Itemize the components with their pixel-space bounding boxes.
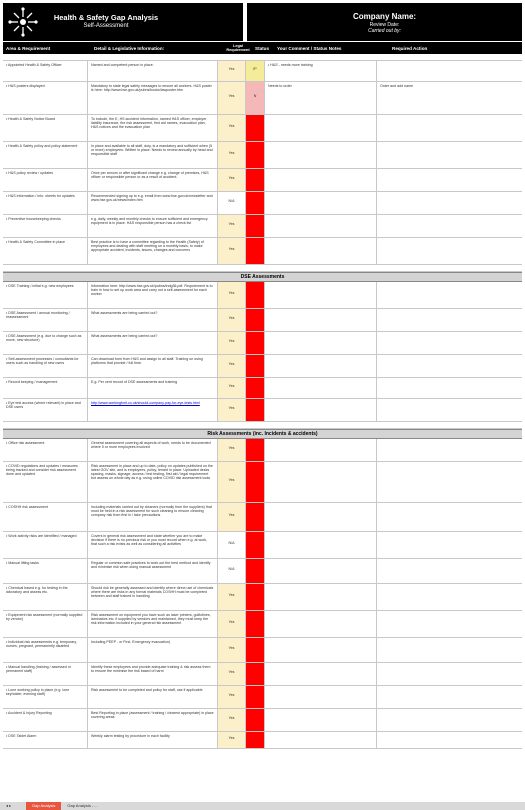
comment-cell[interactable] <box>265 378 377 398</box>
status-cell[interactable] <box>246 503 265 531</box>
legal-cell[interactable]: Yes <box>218 611 246 637</box>
comment-cell[interactable] <box>265 282 377 308</box>
action-cell[interactable] <box>377 732 522 748</box>
status-cell[interactable]: IP <box>246 61 265 81</box>
table-row <box>3 215 522 238</box>
carried-out-label: Carried out by: <box>368 28 401 34</box>
detail-cell: E.g. Per cent record of DSE assessments and training <box>88 378 218 398</box>
status-cell[interactable] <box>246 115 265 141</box>
legal-cell[interactable]: Yes <box>218 663 246 685</box>
area-cell: • DSE Tablet Alarm <box>3 732 88 748</box>
comment-cell[interactable] <box>265 399 377 421</box>
table-row <box>3 309 522 332</box>
action-cell[interactable] <box>377 663 522 685</box>
table-row <box>3 462 522 503</box>
comment-cell[interactable] <box>265 238 377 264</box>
detail-cell <box>88 399 218 421</box>
status-cell[interactable] <box>246 439 265 461</box>
area-cell: • Preventive housekeeping checks <box>3 215 88 237</box>
comment-cell[interactable] <box>265 709 377 731</box>
status-cell[interactable] <box>246 559 265 583</box>
table-row <box>3 192 522 215</box>
status-cell[interactable] <box>246 169 265 191</box>
action-cell[interactable] <box>377 399 522 421</box>
review-date-label: Review Date: <box>369 22 400 28</box>
area-cell: • Accident & Injury Reporting <box>3 709 88 731</box>
detail-cell: Covers in general risk assessment and state whether you are to make decision if there is no previous risk or you must record when e.g. at work, that such a risk exists as well as considering all activities <box>88 532 218 558</box>
comment-cell[interactable] <box>265 169 377 191</box>
detail-cell: General assessment covering all aspects of work, needs to be documented where 5 or more employees involved <box>88 439 218 461</box>
table-row <box>3 559 522 584</box>
legal-cell[interactable]: N/A <box>218 192 246 214</box>
comment-cell[interactable] <box>265 309 377 331</box>
detail-cell: Regular or common safe practices to work out the best method and identify and minimise risk when doing manual assessment <box>88 559 218 583</box>
action-cell[interactable] <box>377 584 522 610</box>
detail-cell: Once per annum or after significant change e.g. change of premises, H&S officer or responsible person or as a result of accident. <box>88 169 218 191</box>
status-cell[interactable] <box>246 309 265 331</box>
action-cell[interactable] <box>377 559 522 583</box>
action-cell[interactable] <box>377 503 522 531</box>
comment-cell[interactable] <box>265 584 377 610</box>
table-row <box>3 686 522 709</box>
action-cell[interactable] <box>377 115 522 141</box>
area-cell: • H&S posters displayed <box>3 82 88 114</box>
table-row <box>3 584 522 611</box>
table-body <box>3 54 522 749</box>
status-cell[interactable] <box>246 532 265 558</box>
area-cell: • Manual handling (training / assessed or permanent staff) <box>3 663 88 685</box>
comment-cell[interactable]: • H&S - needs more training <box>265 61 377 81</box>
detail-cell: To include, the E, HS accident information, named H&S officer, employer liability insurance, fire risk assessment, first aid names, evacuation plan, H&S notices and the evacuation plan <box>88 115 218 141</box>
area-cell: • H&S policy review / updates <box>3 169 88 191</box>
action-cell[interactable] <box>377 332 522 354</box>
status-cell[interactable] <box>246 215 265 237</box>
col-status: Status <box>255 45 270 51</box>
column-headers <box>3 42 522 54</box>
detail-cell: Best practice is to have a committee regarding to the Health (Safety) of employees and dealing with staff meeting on a monthly basis, to make appropriate accident, incidents, issues, changes and concerns <box>88 238 218 264</box>
detail-cell: In place and available to all staff, duty, is a mandatory and sufficient when (5 or more) employees. Written in place. Needs to review annually by head and responsible staff <box>88 142 218 168</box>
action-cell[interactable] <box>377 611 522 637</box>
section-header: DSE Assessments <box>3 272 522 282</box>
comment-cell[interactable] <box>265 503 377 531</box>
comment-cell[interactable] <box>265 686 377 708</box>
status-cell[interactable] <box>246 238 265 264</box>
action-cell[interactable] <box>377 638 522 662</box>
table-row <box>3 169 522 192</box>
company-info <box>247 3 522 41</box>
status-cell[interactable] <box>246 378 265 398</box>
spacer-row <box>3 54 522 61</box>
status-cell[interactable] <box>246 282 265 308</box>
area-cell: • Lone working policy in place (e.g. lone keyholder, evening staff) <box>3 686 88 708</box>
comment-cell[interactable] <box>265 142 377 168</box>
table-row <box>3 732 522 749</box>
status-cell[interactable] <box>246 584 265 610</box>
action-cell[interactable] <box>377 532 522 558</box>
action-cell[interactable] <box>377 169 522 191</box>
detail-cell: What assessments are being carried out? <box>88 332 218 354</box>
area-cell: • Appointed Health & Safety Officer <box>3 61 88 81</box>
action-cell[interactable] <box>377 238 522 264</box>
action-cell[interactable] <box>377 61 522 81</box>
tab-gap-analysis-2[interactable]: Gap Analysis - ... <box>67 803 98 808</box>
area-cell: • COVID regulations and updates / measures being tracked and consider risk assessment done and updated <box>3 462 88 502</box>
action-cell[interactable] <box>377 142 522 168</box>
detail-cell: Identify these employees and provide adequate training & risk assess them to ensure the minimise the risk based of harm <box>88 663 218 685</box>
comment-cell[interactable] <box>265 532 377 558</box>
legal-cell[interactable]: Yes <box>218 355 246 377</box>
table-row <box>3 282 522 309</box>
table-row <box>3 663 522 686</box>
action-cell[interactable] <box>377 686 522 708</box>
legal-cell[interactable]: Yes <box>218 332 246 354</box>
comment-cell[interactable] <box>265 732 377 748</box>
comment-cell[interactable] <box>265 332 377 354</box>
action-cell[interactable] <box>377 378 522 398</box>
legal-cell[interactable]: Yes <box>218 378 246 398</box>
legal-cell[interactable]: Yes <box>218 142 246 168</box>
header <box>3 3 522 41</box>
spacer-row <box>3 265 522 272</box>
legal-cell[interactable]: Yes <box>218 686 246 708</box>
comment-cell[interactable]: Needs to order <box>265 82 377 114</box>
status-cell[interactable] <box>246 462 265 502</box>
area-cell: • Health & Safety Committee in place <box>3 238 88 264</box>
comment-cell[interactable] <box>265 215 377 237</box>
table-row <box>3 709 522 732</box>
area-cell: • Eye test access (where relevant) in place and DSE users <box>3 399 88 421</box>
legal-cell[interactable]: Yes <box>218 61 246 81</box>
status-cell[interactable] <box>246 663 265 685</box>
legal-cell[interactable]: Yes <box>218 503 246 531</box>
action-cell[interactable]: Order and add name <box>380 84 414 88</box>
detail-cell: Should risk be generally assessed and identify where direct use of chemicals where there are risks in any formal materials COSHH must be completed between and staff trained in handling <box>88 584 218 610</box>
table-row <box>3 238 522 265</box>
col-legal: Legal Requirement <box>226 44 250 52</box>
legal-cell[interactable]: Yes <box>218 82 246 114</box>
legal-cell[interactable]: Yes <box>218 709 246 731</box>
area-cell: • Self-assessment processes / consultants for users such as handling of new users <box>3 355 88 377</box>
detail-cell: Information here: http://www.hse.gov.uk/pubns/indg36.pdf. Requirement is to train in how to set up work area and carry out a self-assessment for each worker <box>88 282 218 308</box>
col-action: Required Action <box>392 45 428 51</box>
col-detail: Detail & Legislative Information: <box>94 45 165 51</box>
status-cell[interactable]: N <box>246 82 265 114</box>
action-cell[interactable] <box>377 309 522 331</box>
status-cell[interactable] <box>246 399 265 421</box>
action-cell[interactable] <box>377 215 522 237</box>
legal-cell[interactable]: Yes <box>218 115 246 141</box>
status-cell[interactable] <box>246 611 265 637</box>
status-cell[interactable] <box>246 638 265 662</box>
area-cell: • Office risk assessment <box>3 439 88 461</box>
comment-cell[interactable] <box>265 115 377 141</box>
table-row <box>3 503 522 532</box>
detail-cell: Weekly alarm testing by procedure in each facility <box>88 732 218 748</box>
status-cell[interactable] <box>246 192 265 214</box>
status-cell[interactable] <box>246 686 265 708</box>
legal-cell[interactable]: Yes <box>218 282 246 308</box>
detail-cell: Can download form from H&S and assign to all staff. Training on using platforms that provide / full time. <box>88 355 218 377</box>
detail-cell: Including materials carried out by cleaners (normally from the suppliers) that must be held in a risk assessment for such cleaning to ensure cleaning company risk from first in / take precautions <box>88 503 218 531</box>
legal-cell[interactable]: Yes <box>218 462 246 502</box>
area-cell: • DSE Training / initial e.g. new employees <box>3 282 88 308</box>
detail-cell: Risk assessment on equipment you have such as laser printers, guillotines, laminators etc. if supplied by vendors and maintained, they must keep the risk information included in your general risk assessment <box>88 611 218 637</box>
table-row <box>3 332 522 355</box>
detail-link[interactable]: http://www.workingforit.co.uk/should-company-pay-for-eye-tests.html <box>91 401 200 405</box>
table-row <box>3 378 522 399</box>
area-cell: • COSHH risk assessment <box>3 503 88 531</box>
legal-cell[interactable]: Yes <box>218 399 246 421</box>
legal-cell[interactable]: Yes <box>218 439 246 461</box>
area-cell: • DSE Assessment / annual monitoring / reassessment <box>3 309 88 331</box>
detail-cell: Risk assessment to be completed and policy for staff, use if applicable <box>88 686 218 708</box>
table-row <box>3 611 522 638</box>
header-left <box>3 3 243 41</box>
legal-cell[interactable]: N/A <box>218 559 246 583</box>
action-cell[interactable] <box>377 709 522 731</box>
area-cell: • Manual lifting tasks <box>3 559 88 583</box>
page-title: Health & Safety Gap Analysis <box>53 13 159 22</box>
detail-cell: Mandatory to state legal safety messages to ensure all workers. H&S poster is here: http://www.hse.gov.uk/pubns/books/lawposter.htm <box>88 82 218 114</box>
legal-cell[interactable]: Yes <box>218 309 246 331</box>
table-row <box>3 439 522 462</box>
comment-cell[interactable] <box>265 559 377 583</box>
table-row <box>3 142 522 169</box>
area-cell: • DSE Assessment (e.g. due to change such as move, new structure) <box>3 332 88 354</box>
legal-cell[interactable]: Yes <box>218 215 246 237</box>
area-cell: • Chemical based e.g. for testing in the laboratory and assess etc. <box>3 584 88 610</box>
detail-cell: Recommended signing up to e.g. email from www.hse.gov.uk/newsletter and www.hse.gov.uk/news/index.htm <box>88 192 218 214</box>
comment-cell[interactable] <box>265 439 377 461</box>
area-cell: • Equipment risk assessment (normally supplied by vendor) <box>3 611 88 637</box>
status-cell[interactable] <box>246 709 265 731</box>
comment-cell[interactable] <box>265 462 377 502</box>
area-cell: • H&S information / info. sheets for updates <box>3 192 88 214</box>
comment-cell[interactable] <box>265 638 377 662</box>
company-name-label: Company Name: <box>352 12 417 21</box>
tab-gap-analysis[interactable]: Gap Analysis <box>26 802 61 810</box>
status-cell[interactable] <box>246 332 265 354</box>
table-row <box>3 532 522 559</box>
table-row <box>3 355 522 378</box>
col-comment: Your Comment / Status Notes <box>277 45 342 51</box>
detail-cell: e.g. daily, weekly and monthly checks to ensure sufficient and emergency equipment is in place. H&S responsible person has a check list <box>88 215 218 237</box>
legal-cell[interactable]: Yes <box>218 732 246 748</box>
detail-cell: Risk assessment in place and up to date, policy on updates published on the latest GOV site, and is employees, policy, tenant in place. Uploaded desks spacing, masks, signage, access / test testing, first aid / legal requirement but assess on whole day as e.g. using online COVID risk assessment tools <box>88 462 218 502</box>
status-cell[interactable] <box>246 732 265 748</box>
comment-cell[interactable] <box>265 355 377 377</box>
spacer-row <box>3 422 522 429</box>
table-row <box>3 638 522 663</box>
table-row <box>3 399 522 422</box>
comment-cell[interactable] <box>265 192 377 214</box>
legal-cell[interactable]: Yes <box>218 238 246 264</box>
area-cell: • Record keeping / management <box>3 378 88 398</box>
area-cell: • Health & Safety Notice Board <box>3 115 88 141</box>
status-cell[interactable] <box>246 142 265 168</box>
action-cell[interactable] <box>377 462 522 502</box>
detail-cell: Including PEEP - or First. Emergency evacuation) <box>88 638 218 662</box>
area-cell: • Health & Safety policy and policy statement <box>3 142 88 168</box>
legal-cell[interactable]: N/A <box>218 532 246 558</box>
detail-cell: Best Reporting in place (assessment / training / clearest appropriate) in place covering areas <box>88 709 218 731</box>
action-cell[interactable] <box>377 355 522 377</box>
legal-cell[interactable]: Yes <box>218 638 246 662</box>
page-subtitle: Self-Assessment <box>83 23 129 29</box>
tab-nav[interactable]: ◂ ▸ <box>6 803 12 808</box>
action-cell[interactable] <box>377 439 522 461</box>
legal-cell[interactable]: Yes <box>218 169 246 191</box>
spreadsheet <box>3 3 522 749</box>
logo-icon <box>8 7 38 37</box>
comment-cell[interactable] <box>265 663 377 685</box>
table-row <box>3 82 522 115</box>
comment-cell[interactable] <box>265 611 377 637</box>
col-area: Area & Requirement <box>6 45 51 51</box>
table-row <box>3 61 522 82</box>
area-cell: • Work activity risks are identified / managed <box>3 532 88 558</box>
sheet-tabs <box>0 802 525 810</box>
action-cell[interactable] <box>377 282 522 308</box>
legal-cell[interactable]: Yes <box>218 584 246 610</box>
detail-cell: What assessments are being carried out? <box>88 309 218 331</box>
action-cell[interactable] <box>377 192 522 214</box>
section-header: Risk Assessments (inc. Incidents & accidents) <box>3 429 522 439</box>
area-cell: • Individual risk assessments e.g. temporary, nurses, pregnant, permanently disabled <box>3 638 88 662</box>
table-row <box>3 115 522 142</box>
status-cell[interactable] <box>246 355 265 377</box>
detail-cell: Named and competent person in place. <box>88 61 218 81</box>
